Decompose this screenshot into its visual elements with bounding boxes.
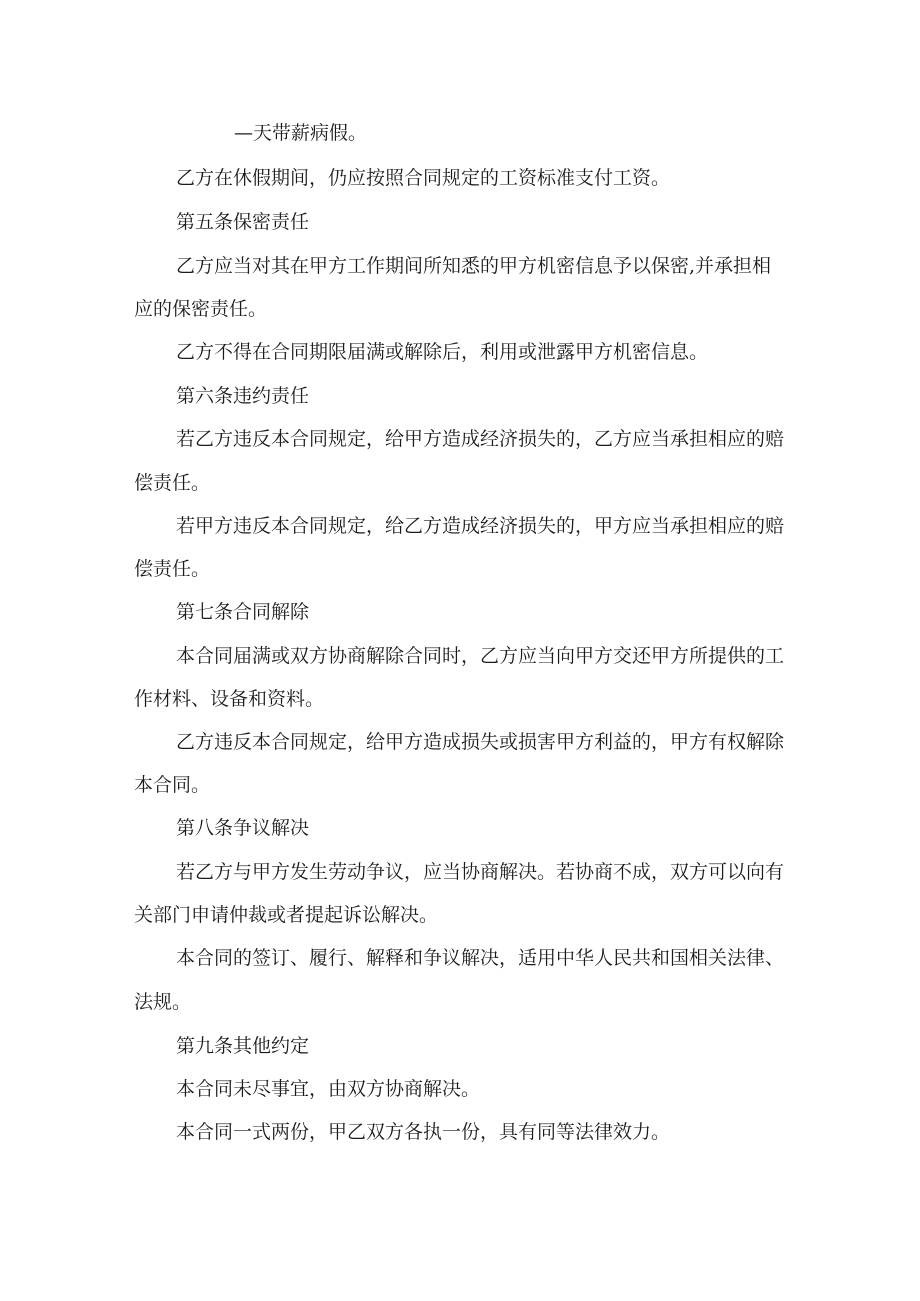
paragraph-return-materials-line2: 作材料、设备和资料。	[134, 688, 325, 710]
heading-article-5: 第五条保密责任	[176, 211, 310, 233]
paragraph-no-disclosure: 乙方不得在合同期限届满或解除后，利用或泄露甲方机密信息。	[176, 341, 709, 363]
paragraph-party-a-breach-line2: 偿责任。	[134, 558, 211, 580]
paragraph-sick-leave: —天带薪病假。	[234, 122, 368, 144]
paragraph-confidentiality-line2: 应的保密责任。	[134, 298, 268, 320]
paragraph-confidentiality-line1: 乙方应当对其在甲方工作期间所知悉的甲方机密信息予以保密,并承担相	[176, 255, 772, 277]
paragraph-party-b-breach-line1: 若乙方违反本合同规定，给甲方造成经济损失的，乙方应当承担相应的赔	[176, 428, 785, 450]
heading-article-6: 第六条违约责任	[176, 385, 310, 407]
paragraph-governing-law-line2: 法规。	[134, 991, 192, 1013]
paragraph-party-b-breach-line2: 偿责任。	[134, 472, 211, 494]
paragraph-leave-wages: 乙方在休假期间，仍应按照合同规定的工资标准支付工资。	[176, 167, 671, 189]
paragraph-governing-law-line1: 本合同的签订、履行、解释和争议解决，适用中华人民共和国相关法律、	[176, 947, 785, 969]
paragraph-party-a-breach-line1: 若甲方违反本合同规定，给乙方造成经济损失的，甲方应当承担相应的赔	[176, 515, 785, 537]
paragraph-return-materials-line1: 本合同届满或双方协商解除合同时，乙方应当向甲方交还甲方所提供的工	[176, 645, 785, 667]
paragraph-termination-right-line1: 乙方违反本合同规定，给甲方造成损失或损害甲方利益的，甲方有权解除	[176, 731, 785, 753]
paragraph-labor-dispute-line2: 关部门申请仲裁或者提起诉讼解决。	[134, 904, 439, 926]
heading-article-7: 第七条合同解除	[176, 601, 310, 623]
paragraph-copies: 本合同一式两份，甲乙双方各执一份，具有同等法律效力。	[176, 1121, 671, 1143]
paragraph-termination-right-line2: 本合同。	[134, 774, 211, 796]
paragraph-unresolved-matters: 本合同未尽事宜，由双方协商解决。	[176, 1078, 481, 1100]
paragraph-labor-dispute-line1: 若乙方与甲方发生劳动争议，应当协商解决。若协商不成，双方可以向有	[176, 861, 785, 883]
heading-article-9: 第九条其他约定	[176, 1035, 310, 1057]
heading-article-8: 第八条争议解决	[176, 817, 310, 839]
